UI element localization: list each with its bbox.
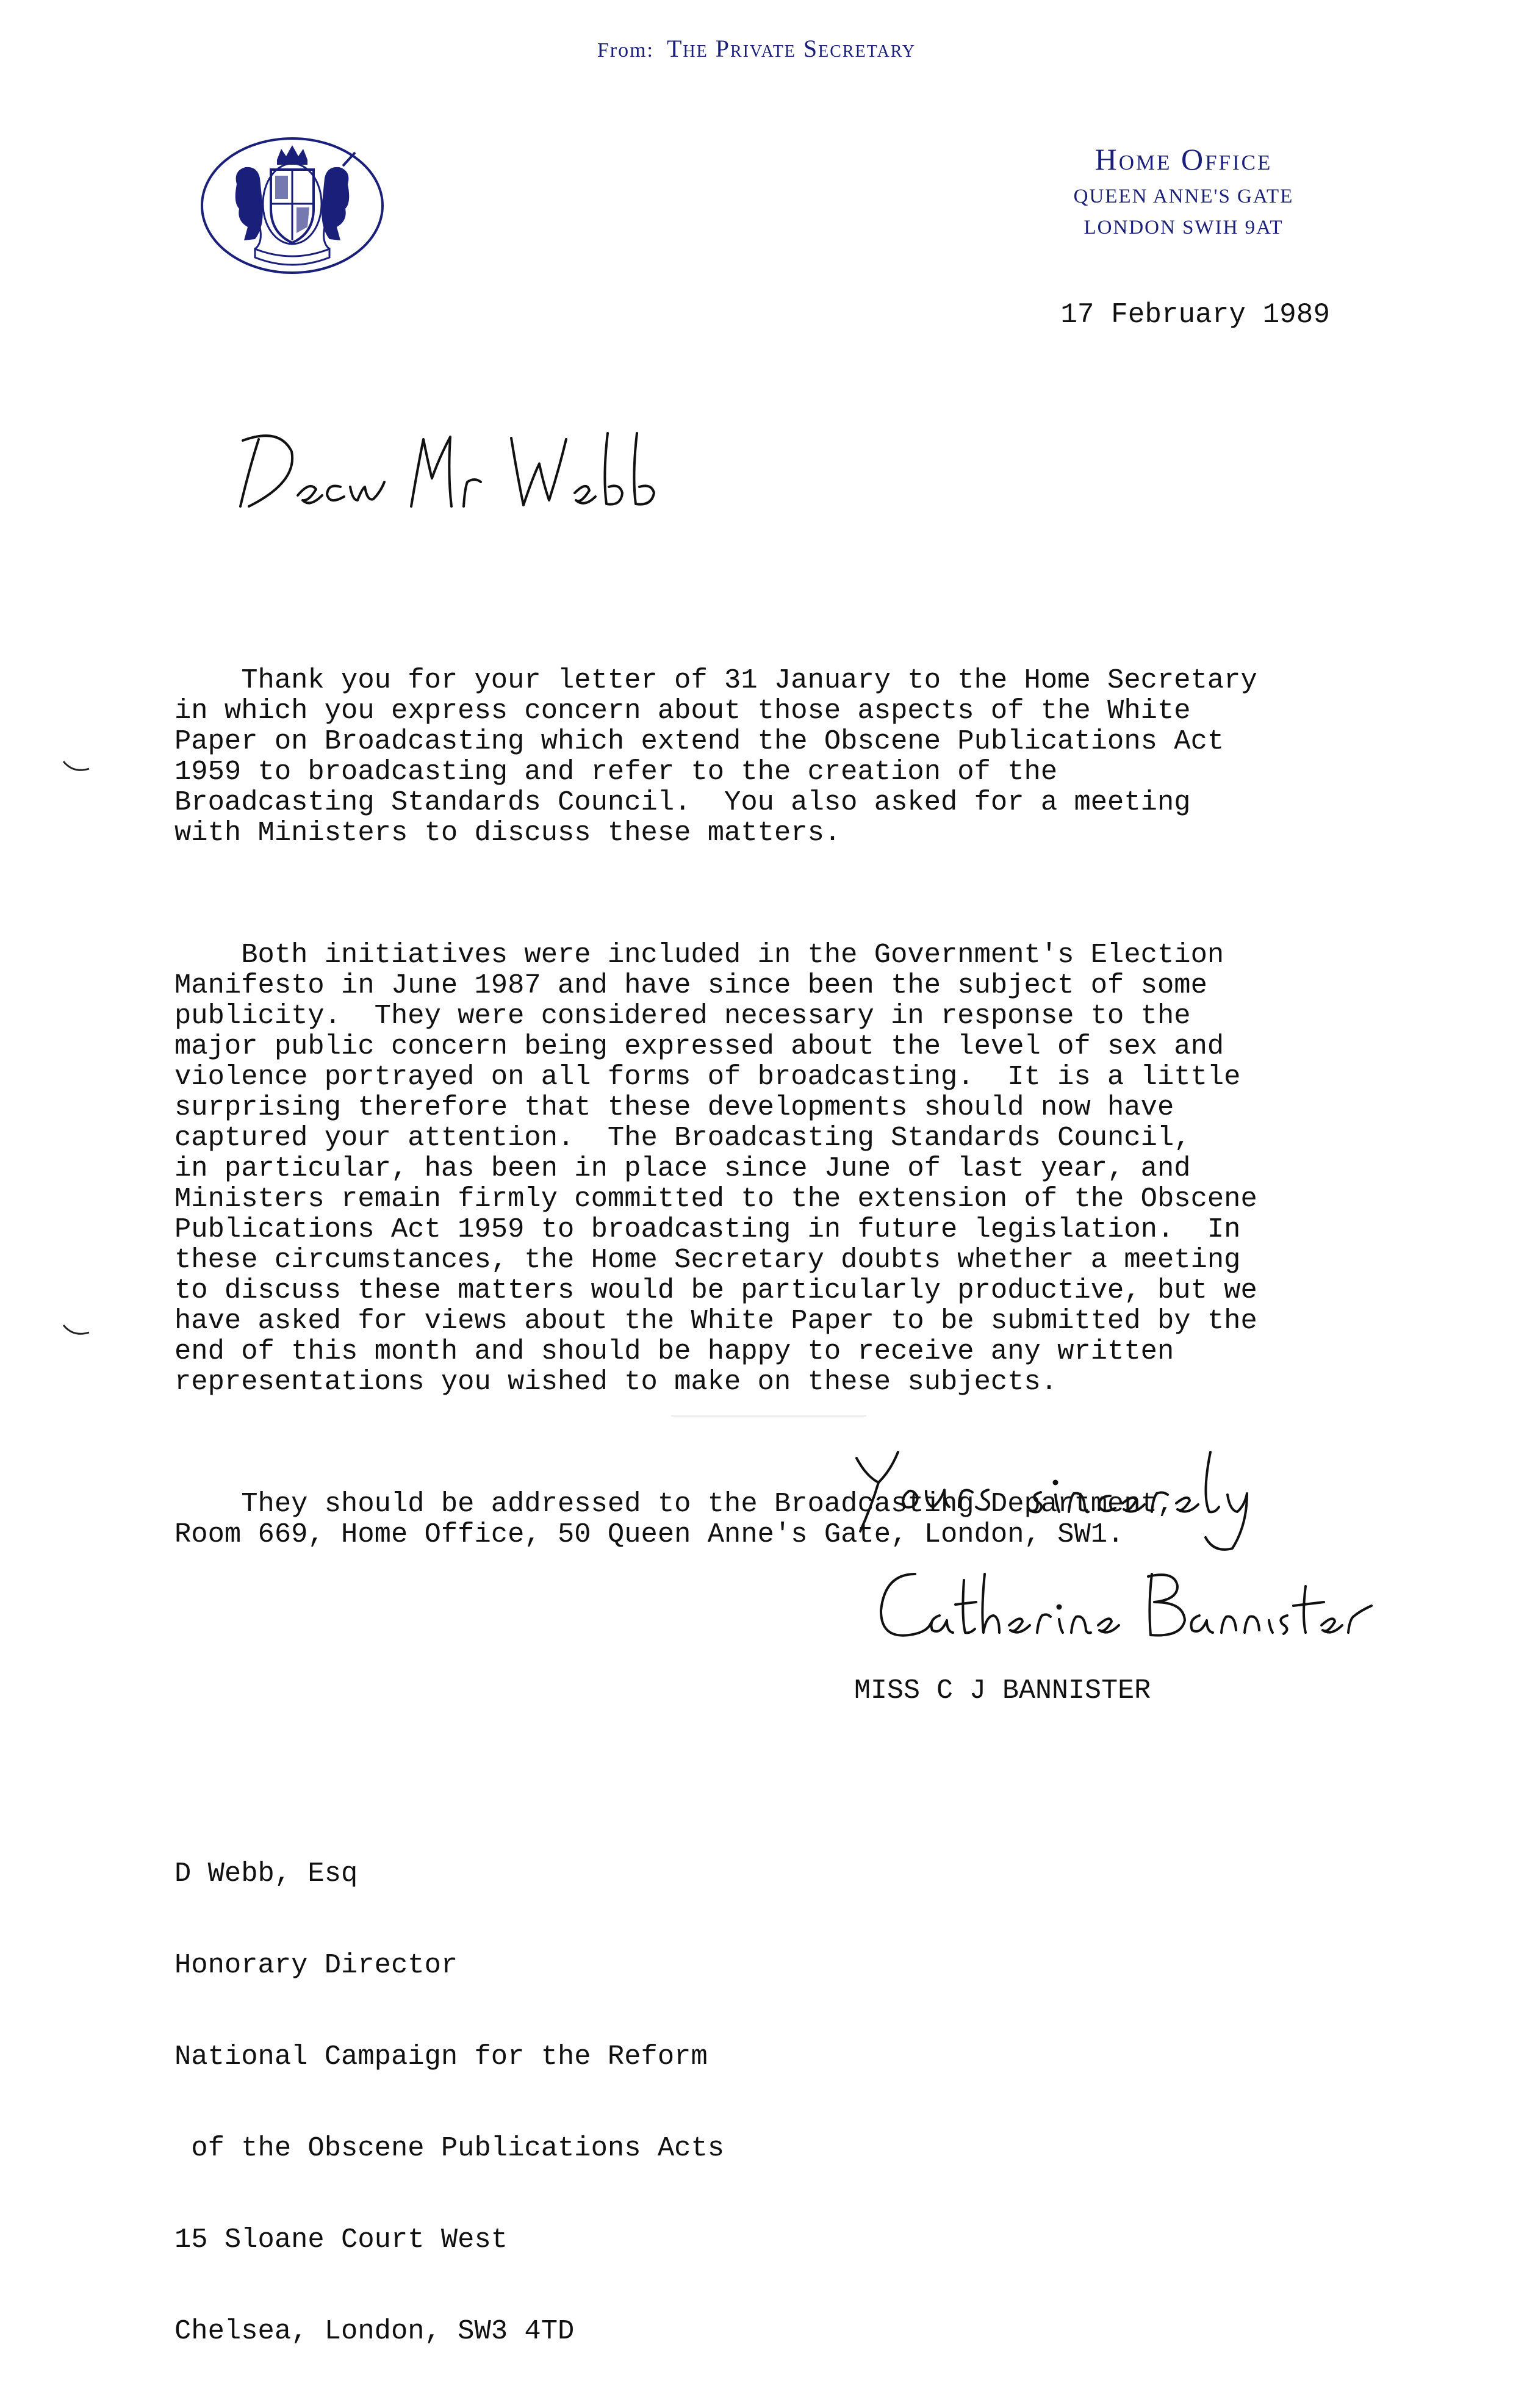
margin-mark [61,1321,92,1340]
handwritten-signature [872,1562,1379,1647]
body-line: major public concern being expressed about the level of sex and [174,1030,1224,1062]
royal-coat-of-arms-icon [199,135,386,276]
recipient-address [174,1797,724,2407]
body-line: Room 669, Home Office, 50 Queen Anne's Gate, London, SW1. [174,1518,1124,1550]
body-line: representations you wished to make on these subjects. [174,1366,1058,1398]
body-line: in particular, has been in place since June of last year, and [174,1152,1191,1184]
department-name: Home Office [1094,142,1273,176]
from-title: The Private Secretary [666,35,916,62]
body-line: Thank you for your letter of 31 January to the Home Secretary [174,664,1257,696]
handwritten-salutation [225,415,700,525]
recipient-line: Chelsea, London, SW3 4TD [174,2315,575,2347]
fold-line [671,1415,866,1417]
body-line: Publications Act 1959 to broadcasting in future legislation. In [174,1213,1241,1245]
from-line [0,34,1513,63]
body-line: 1959 to broadcasting and refer to the creation of the [174,756,1058,788]
body-line: violence portrayed on all forms of broadcasting. It is a little [174,1061,1241,1093]
body-line: publicity. They were considered necessary in response to the [174,1000,1191,1032]
signatory-name: MISS C J BANNISTER [854,1675,1151,1706]
margin-mark [61,758,92,776]
body-line: in which you express concern about those aspects of the White [174,695,1191,727]
body-line: Paper on Broadcasting which extend the Obscene Publications Act [174,725,1224,757]
recipient-line: 15 Sloane Court West [174,2224,508,2255]
body-line: They should be addressed to the Broadcasting Department, [174,1488,1174,1520]
letter-date: 17 February 1989 [1060,299,1330,331]
recipient-line: Honorary Director [174,1949,458,1981]
handwritten-closing [842,1440,1330,1556]
body-line: these circumstances, the Home Secretary doubts whether a meeting [174,1244,1241,1276]
from-label: From: [597,39,654,62]
address-line-1: QUEEN ANNE'S GATE [1073,185,1294,207]
body-line: Both initiatives were included in the Government's Election [174,939,1224,971]
recipient-line: of the Obscene Publications Acts [174,2132,725,2164]
body-line: end of this month and should be happy to receive any written [174,1335,1174,1367]
recipient-line: D Webb, Esq [174,1858,358,1889]
recipient-line: National Campaign for the Reform [174,2041,708,2072]
body-line: Manifesto in June 1987 and have since been the subject of some [174,969,1207,1001]
body-paragraph-2 [174,940,1395,1397]
body-line: surprising therefore that these developments should now have [174,1091,1174,1123]
body-line: to discuss these matters would be particularly productive, but we [174,1274,1257,1306]
body-line: have asked for views about the White Paper to be submitted by the [174,1305,1257,1337]
body-line: captured your attention. The Broadcasting Standards Council, [174,1122,1191,1154]
letterhead-address [1037,142,1330,239]
body-line: Ministers remain firmly committed to the extension of the Obscene [174,1183,1257,1215]
body-line: with Ministers to discuss these matters. [174,817,841,849]
body-paragraph-1 [174,665,1395,848]
body-line: Broadcasting Standards Council. You also asked for a meeting [174,786,1191,818]
address-line-2: LONDON SWIH 9AT [1084,217,1284,239]
